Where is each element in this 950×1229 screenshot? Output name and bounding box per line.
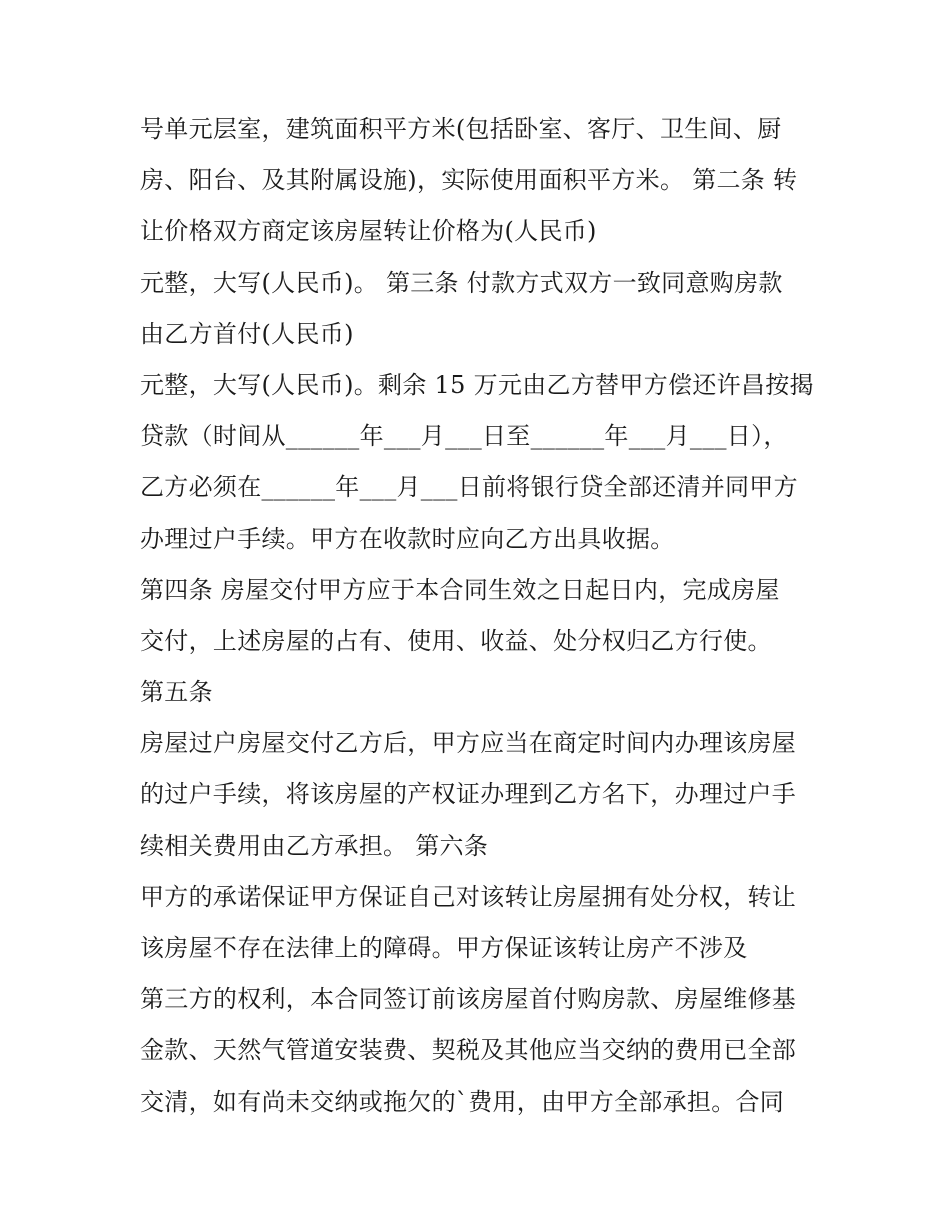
text-line: 贷款（时间从______年___月___日至______年___月___日）， — [140, 422, 788, 451]
text-line: 乙方必须在______年___月___日前将银行贷全部还清并同甲方 — [140, 473, 798, 502]
text-line: 甲方的承诺保证甲方保证自己对该转让房屋拥有处分权，转让 — [140, 882, 797, 911]
contract-body-text — [140, 104, 840, 1128]
text-line: 金款、天然气管道安装费、契税及其他应当交纳的费用已全部 — [140, 1036, 797, 1065]
text-line: 第四条 房屋交付甲方应于本合同生效之日起日内，完成房屋 — [140, 575, 780, 604]
text-line: 交付，上述房屋的占有、使用、收益、处分权归乙方行使。 — [140, 626, 772, 655]
text-line: 办理过户手续。甲方在收款时应向乙方出具收据。 — [140, 524, 675, 553]
text-line: 元整，大写(人民币)。 第三条 付款方式双方一致同意购房款 — [140, 268, 783, 297]
text-line: 由乙方首付(人民币) — [140, 319, 354, 348]
text-line: 让价格双方商定该房屋转让价格为(人民币) — [140, 217, 597, 246]
text-line: 号单元层室，建筑面积平方米(包括卧室、客厅、卫生间、厨 — [140, 115, 782, 143]
text-line: 该房屋不存在法律上的障碍。甲方保证该转让房产不涉及 — [140, 934, 748, 962]
text-line: 续相关费用由乙方承担。 第六条 — [140, 831, 489, 860]
text-line: 交清，如有尚未交纳或拖欠的`费用，由甲方全部承担。合同 — [140, 1087, 785, 1116]
text-line: 的过户手续，将该房屋的产权证办理到乙方名下，办理过户手 — [140, 780, 797, 809]
text-line: 第三方的权利，本合同签订前该房屋首付购房款、房屋维修基 — [140, 985, 797, 1014]
text-line: 房屋过户房屋交付乙方后，甲方应当在商定时间内办理该房屋 — [140, 729, 797, 758]
text-line: 第五条 — [140, 678, 213, 707]
text-line: 房、阳台、及其附属设施)，实际使用面积平方米。 第二条 转 — [140, 166, 798, 195]
text-line: 元整，大写(人民币)。剩余 15 万元由乙方替甲方偿还许昌按揭 — [140, 370, 814, 399]
